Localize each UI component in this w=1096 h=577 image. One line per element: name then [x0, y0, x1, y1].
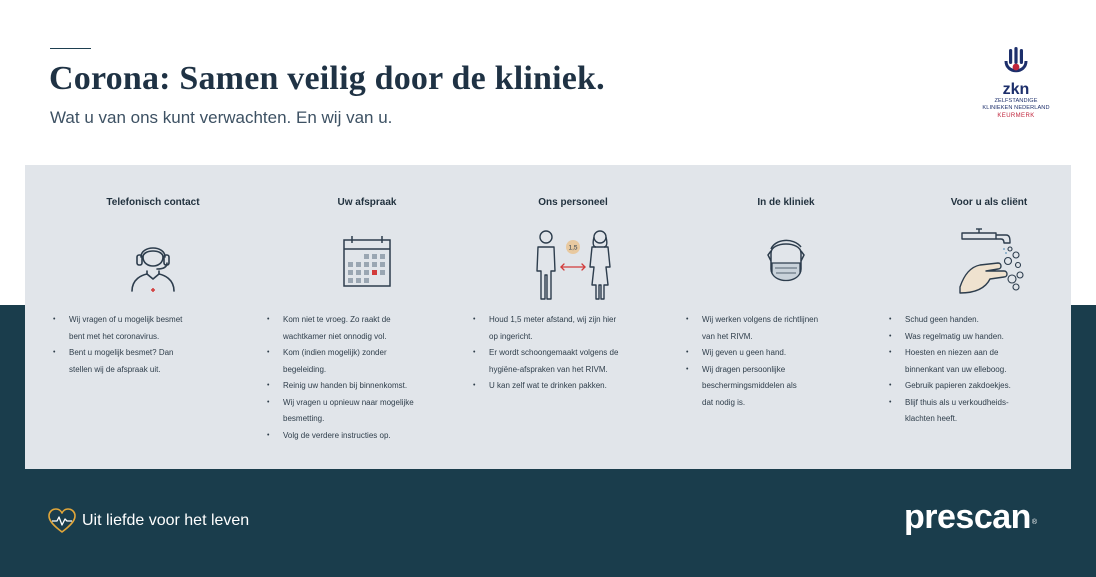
column-voor-u-als-client	[889, 165, 1089, 469]
column-list	[686, 312, 818, 411]
list-item: • Schud geen handen.	[889, 312, 1011, 329]
column-list	[53, 312, 182, 378]
list-item: • Kom niet te vroeg. Zo raakt de wachtkamer niet onnodig vol.	[267, 312, 414, 345]
list-item: • Hoesten en niezen aan de binnenkant van uw elleboog.	[889, 345, 1011, 378]
zkn-logo	[976, 46, 1056, 120]
column-ons-personeel	[473, 165, 673, 469]
zkn-hand-icon	[1003, 46, 1029, 80]
column-list	[889, 312, 1011, 428]
list-item: • Was regelmatig uw handen.	[889, 329, 1011, 346]
zkn-line-1: ZELFSTANDIGE	[994, 98, 1038, 104]
distance-people-icon	[530, 227, 616, 307]
column-title: Telefonisch contact	[106, 197, 200, 208]
list-item: • Bent u mogelijk besmet? Dan stellen wij de afspraak uit.	[53, 345, 182, 378]
list-item: • Wij werken volgens de richtlijnen van het RIVM.	[686, 312, 818, 345]
title-rule	[50, 48, 91, 49]
column-list	[473, 312, 618, 395]
registered-mark: ®	[1031, 519, 1037, 526]
list-item: • U kan zelf wat te drinken pakken.	[473, 378, 618, 395]
face-mask-icon	[743, 227, 829, 307]
list-item: • Wij vragen of u mogelijk besmet bent met het coronavirus.	[53, 312, 182, 345]
hand-washing-icon	[946, 227, 1032, 307]
list-item: • Wij geven u geen hand.	[686, 345, 818, 362]
list-item: • Volg de verdere instructies op.	[267, 428, 414, 445]
list-item: • Wij dragen persoonlijke beschermingsmiddelen als dat nodig is.	[686, 362, 818, 412]
column-telefonisch-contact	[53, 165, 253, 469]
column-in-de-kliniek	[686, 165, 886, 469]
column-title: Ons personeel	[538, 197, 608, 208]
list-item: • Reinig uw handen bij binnenkomst.	[267, 378, 414, 395]
list-item: • Wij vragen u opnieuw naar mogelijke besmetting.	[267, 395, 414, 428]
zkn-keurmerk: KEURMERK	[997, 113, 1035, 119]
page-subtitle: Wat u van ons kunt verwachten. En wij van u.	[50, 108, 393, 127]
zkn-line-2: KLINIEKEN NEDERLAND	[982, 105, 1050, 111]
calendar-icon	[324, 227, 410, 307]
distance-label: 1,5	[568, 244, 578, 252]
prescan-logo: prescan®	[904, 498, 1037, 536]
column-uw-afspraak	[267, 165, 467, 469]
column-title: Voor u als cliënt	[950, 197, 1028, 208]
list-item: • Kom (indien mogelijk) zonder begeleiding.	[267, 345, 414, 378]
zkn-wordmark: zkn	[1002, 81, 1030, 98]
info-panel	[25, 165, 1071, 469]
list-item: • Er wordt schoongemaakt volgens de hygiëne-afspraken van het RIVM.	[473, 345, 618, 378]
column-list	[267, 312, 414, 444]
list-item: • Blijf thuis als u verkoudheids- klachten heeft.	[889, 395, 1011, 428]
page-title: Corona: Samen veilig door de kliniek.	[49, 60, 605, 97]
headset-person-icon	[110, 227, 196, 307]
column-title: In de kliniek	[757, 197, 815, 208]
heart-heartbeat-icon	[48, 508, 76, 534]
column-title: Uw afspraak	[337, 197, 397, 208]
footer-tagline	[48, 508, 249, 534]
list-item: • Houd 1,5 meter afstand, wij zijn hier op ingericht.	[473, 312, 618, 345]
tagline-text: Uit liefde voor het leven	[82, 512, 250, 529]
list-item: • Gebruik papieren zakdoekjes.	[889, 378, 1011, 395]
